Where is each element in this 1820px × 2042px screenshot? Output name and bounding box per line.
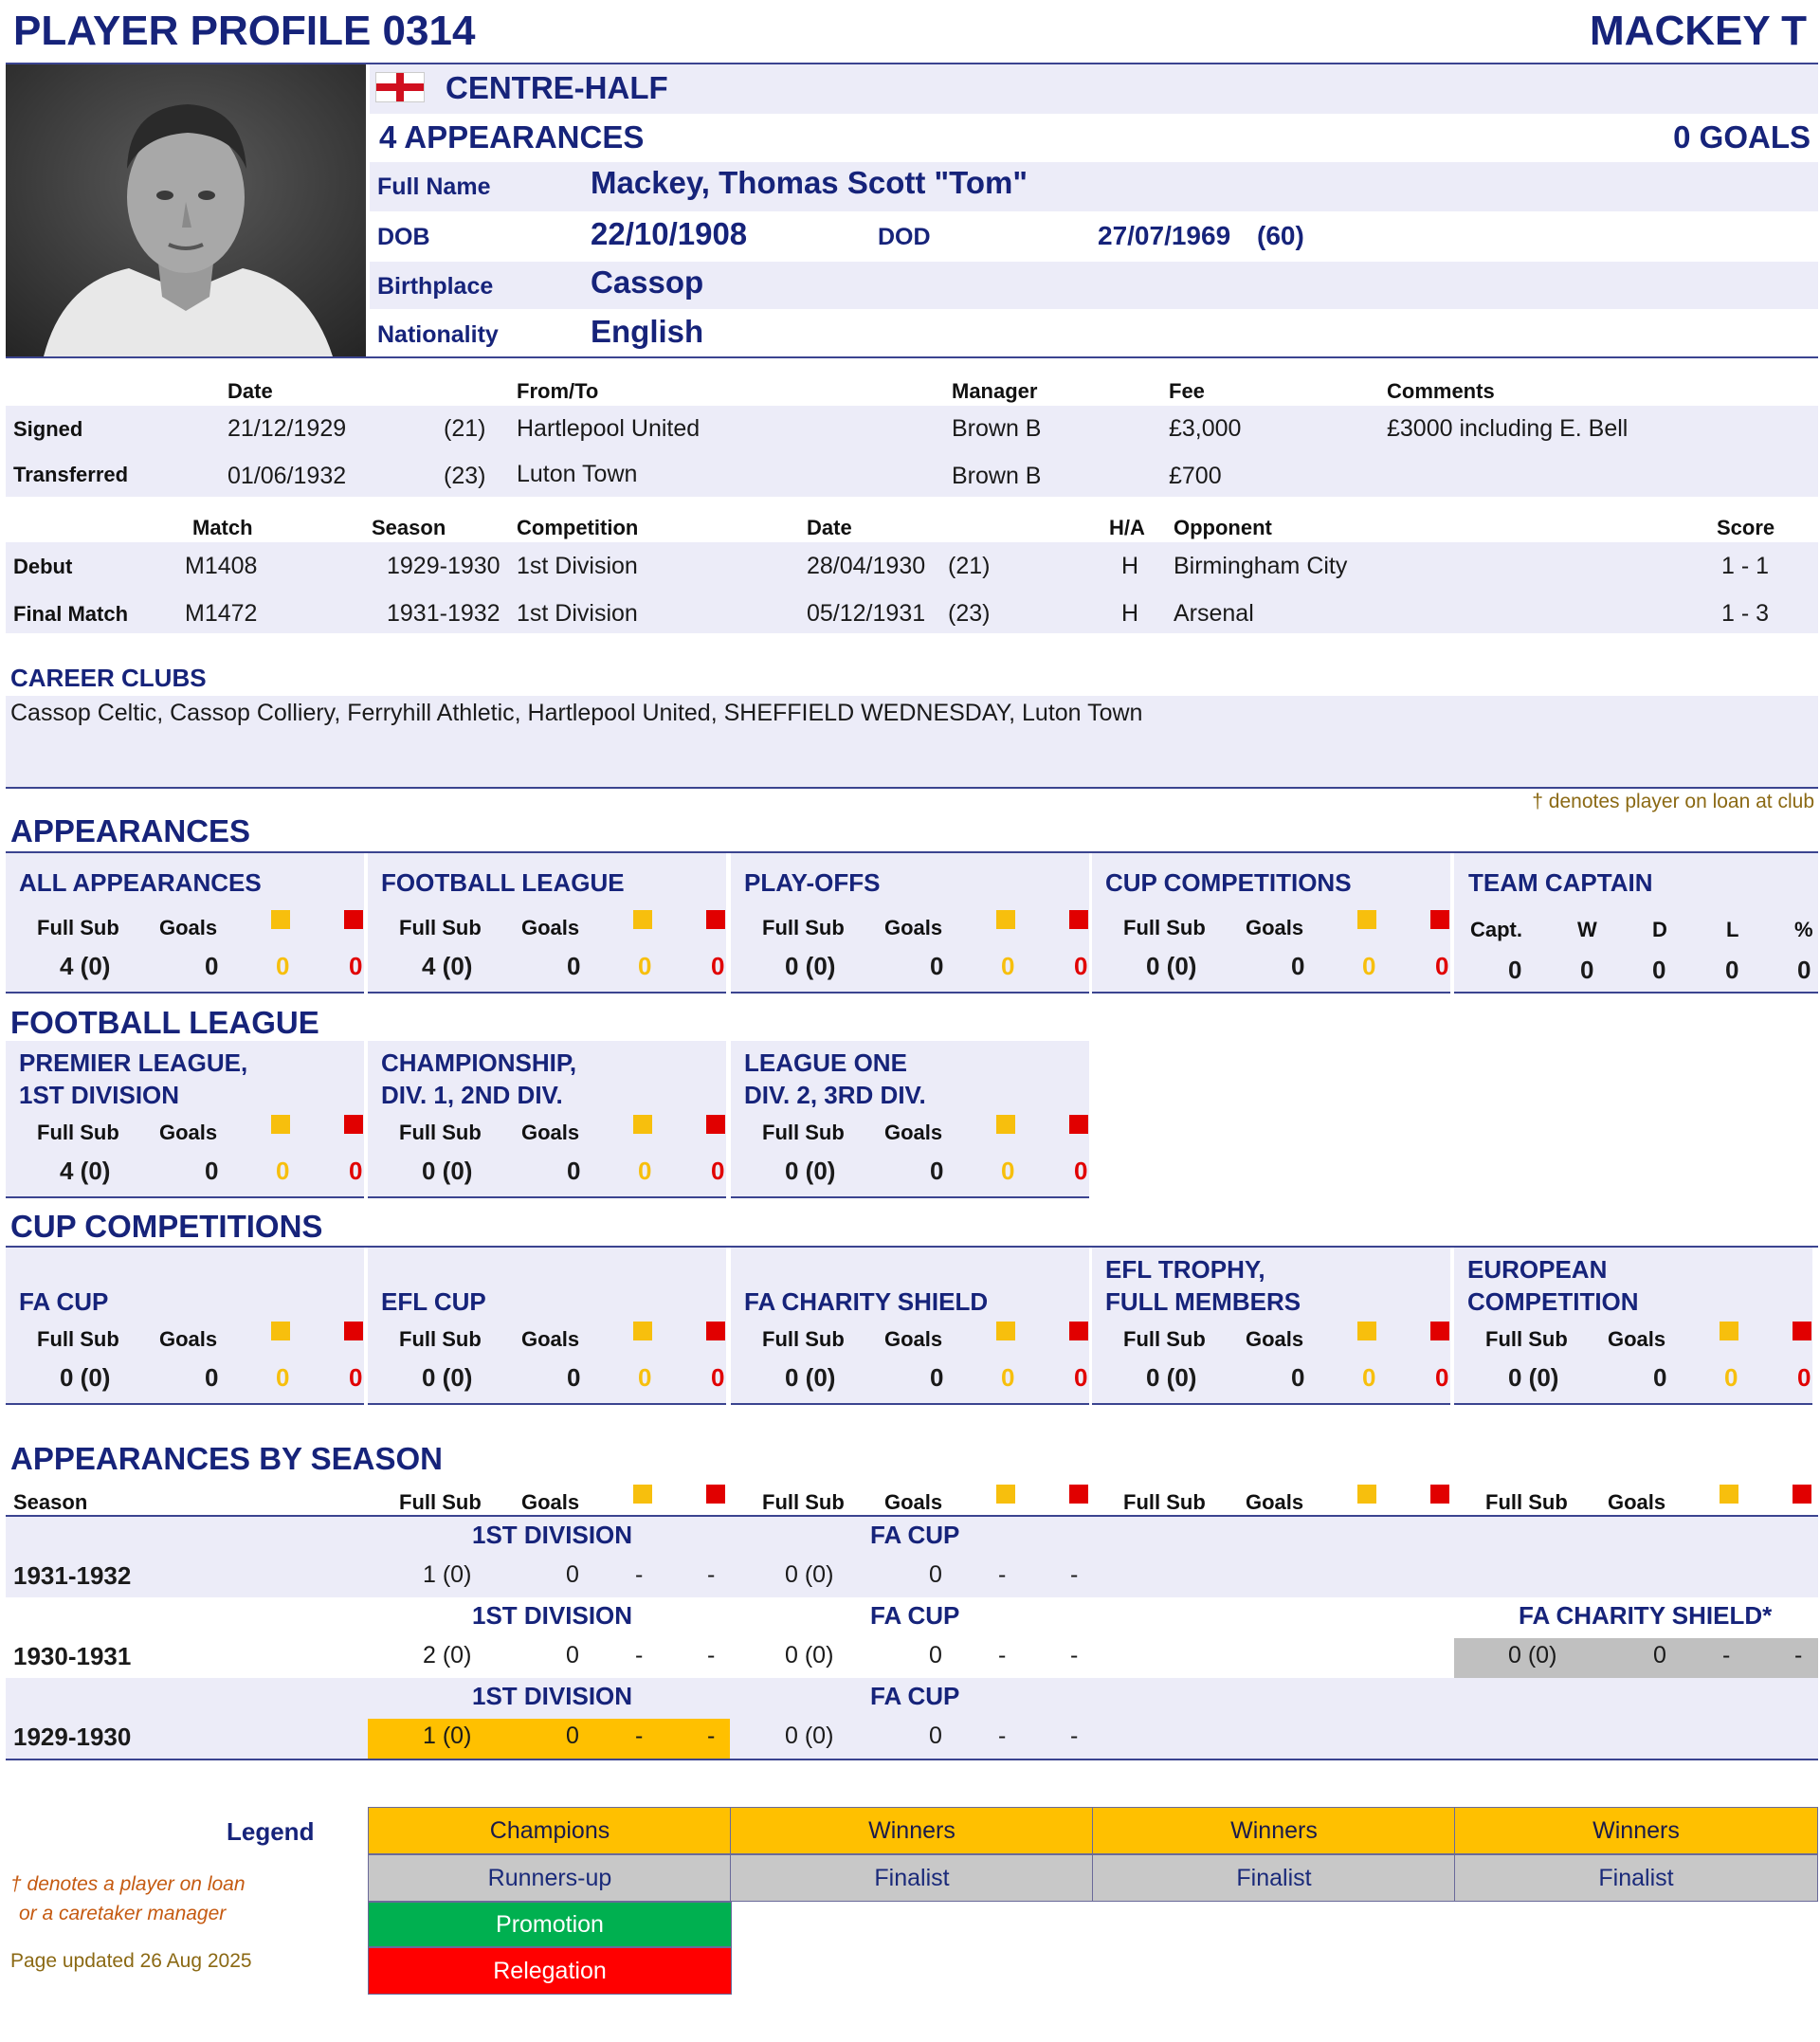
cup-2-title-line2: FA CHARITY SHIELD — [744, 1287, 989, 1316]
dod-label: DOD — [878, 224, 931, 250]
season-row-0-cup-apps: 0 (0) — [785, 1561, 834, 1588]
final-age: (23) — [948, 600, 991, 627]
legend-row1-0: Champions — [368, 1807, 732, 1854]
loan-note: † denotes player on loan at club — [1532, 791, 1814, 812]
appearances-1-red: 0 — [711, 952, 725, 980]
season-row-0-league-apps: 1 (0) — [423, 1561, 472, 1588]
bio-row-birthplace — [370, 262, 1818, 309]
signed-label: Signed — [13, 417, 83, 441]
pct-label: % — [1794, 918, 1813, 941]
cup-2-apps: 0 (0) — [785, 1363, 836, 1392]
cup-2-goals: 0 — [930, 1363, 944, 1392]
w-value: 0 — [1580, 956, 1594, 984]
cup-0-red: 0 — [349, 1363, 363, 1392]
season-group-1-fullsub: Full Sub — [762, 1490, 845, 1514]
dob-label: DOB — [377, 224, 430, 250]
season-row-1-league-red: - — [707, 1642, 716, 1668]
legend-loan-note-1: † denotes a player on loan — [10, 1873, 246, 1895]
final-date: 05/12/1931 — [807, 600, 926, 627]
cup-4-fullsub-label: Full Sub — [1485, 1327, 1568, 1351]
season-group-1-yellow-card-icon — [996, 1485, 1015, 1504]
appearances-2-goals-label: Goals — [884, 916, 943, 939]
d-label: D — [1652, 918, 1667, 941]
appearances-1-title: FOOTBALL LEAGUE — [381, 868, 625, 897]
signed-comments: £3000 including E. Bell — [1387, 415, 1629, 442]
birthplace-value: Cassop — [591, 264, 704, 300]
cup-0-yellow-card-icon — [271, 1322, 290, 1340]
appearances-1-red-card-icon — [706, 910, 725, 929]
appearances-3-yellow: 0 — [1362, 952, 1376, 980]
cup-2-yellow: 0 — [1001, 1363, 1015, 1392]
cup-4-red: 0 — [1797, 1363, 1811, 1392]
transferred-fee: £700 — [1169, 463, 1222, 489]
league-1-goals: 0 — [567, 1157, 581, 1185]
league-0-goals-label: Goals — [159, 1121, 218, 1144]
season-row-1-league-apps: 2 (0) — [423, 1642, 472, 1668]
appearances-3-yellow-card-icon — [1357, 910, 1376, 929]
league-0-goals: 0 — [205, 1157, 219, 1185]
birthplace-label: Birthplace — [377, 273, 494, 300]
season-group-3-goals: Goals — [1608, 1490, 1666, 1514]
cup-4-red-card-icon — [1793, 1322, 1811, 1340]
season-row-1-extra-comp: FA CHARITY SHIELD* — [1519, 1601, 1773, 1630]
season-group-0-red-card-icon — [706, 1485, 725, 1504]
season-row-0-cup-red: - — [1070, 1561, 1079, 1588]
cup-3-title-line1: EFL TROPHY, — [1105, 1255, 1265, 1284]
season-row-1-cup-yellow: - — [998, 1642, 1007, 1668]
league-2-apps: 0 (0) — [785, 1157, 836, 1185]
cup-4-yellow-card-icon — [1720, 1322, 1738, 1340]
league-0-red: 0 — [349, 1157, 363, 1185]
league-2-fullsub-label: Full Sub — [762, 1121, 845, 1144]
season-row-1-extra-apps: 0 (0) — [1508, 1642, 1557, 1668]
appearances-0-apps: 4 (0) — [60, 952, 111, 980]
season-row-1-extra-yellow: - — [1722, 1642, 1731, 1668]
transferred-date: 01/06/1932 — [228, 463, 347, 489]
appearances-2-title: PLAY-OFFS — [744, 868, 881, 897]
league-2-goals: 0 — [930, 1157, 944, 1185]
cup-0-title-line2: FA CUP — [19, 1287, 109, 1316]
final-score: 1 - 3 — [1721, 600, 1770, 627]
season-group-3-yellow-card-icon — [1720, 1485, 1738, 1504]
season-row-2-season: 1929-1930 — [13, 1723, 132, 1751]
season-bottom-rule — [6, 1759, 1818, 1760]
league-2-yellow-card-icon — [996, 1115, 1015, 1134]
football-league-title: FOOTBALL LEAGUE — [10, 1005, 319, 1040]
season-row-0-season: 1931-1932 — [13, 1561, 132, 1590]
cup-0-apps: 0 (0) — [60, 1363, 111, 1392]
career-clubs-list: Cassop Celtic, Cassop Colliery, Ferryhill Athletic, Hartlepool United, SHEFFIELD WEDNESDAY, Luton Town — [10, 700, 1143, 726]
nationality-value: English — [591, 314, 704, 349]
pct-value: 0 — [1797, 956, 1811, 984]
appearances-3-goals-label: Goals — [1246, 916, 1304, 939]
season-row-1-league-goals: 0 — [566, 1642, 579, 1668]
appearances-total: 4 APPEARANCES — [379, 119, 645, 155]
league-2-goals-label: Goals — [884, 1121, 943, 1144]
season-row-2-league-goals: 0 — [566, 1723, 579, 1749]
l-label: L — [1726, 918, 1739, 941]
dod-age: (60) — [1257, 221, 1304, 250]
season-row-1-cup-comp: FA CUP — [870, 1601, 960, 1630]
season-row-1-season: 1930-1931 — [13, 1642, 132, 1670]
season-row-0-cup-yellow: - — [998, 1561, 1007, 1588]
page-updated: Page updated 26 Aug 2025 — [10, 1950, 252, 1972]
l-value: 0 — [1725, 956, 1739, 984]
appearances-2-goals: 0 — [930, 952, 944, 980]
league-0-yellow: 0 — [276, 1157, 290, 1185]
transfer-header-date: Date — [228, 379, 273, 403]
season-row-2-league-yellow: - — [635, 1723, 644, 1749]
season-row-0-league-yellow: - — [635, 1561, 644, 1588]
final-season: 1931-1932 — [387, 600, 500, 627]
signed-manager: Brown B — [952, 415, 1042, 442]
legend-row2-2: Finalist — [1092, 1854, 1456, 1902]
w-label: W — [1577, 918, 1597, 941]
cup-3-red: 0 — [1435, 1363, 1449, 1392]
by-season-title: APPEARANCES BY SEASON — [10, 1441, 443, 1476]
match-header-match: Match — [192, 516, 253, 539]
cup-2-red-card-icon — [1069, 1322, 1088, 1340]
league-1-red-card-icon — [706, 1115, 725, 1134]
season-row-2-cup-comp: FA CUP — [870, 1682, 960, 1710]
cup-0-fullsub-label: Full Sub — [37, 1327, 119, 1351]
season-row-1-cup-red: - — [1070, 1642, 1079, 1668]
league-1-title-line1: CHAMPIONSHIP, — [381, 1048, 577, 1077]
appearances-0-yellow: 0 — [276, 952, 290, 980]
cup-4-goals-label: Goals — [1608, 1327, 1666, 1351]
appearances-0-yellow-card-icon — [271, 910, 290, 929]
dod-value: 27/07/1969 — [1098, 221, 1231, 250]
season-group-3-red-card-icon — [1793, 1485, 1811, 1504]
debut-age: (21) — [948, 553, 991, 579]
transferred-age: (23) — [444, 463, 486, 489]
season-group-2-yellow-card-icon — [1357, 1485, 1376, 1504]
transfer-header-fromto: From/To — [517, 379, 599, 403]
season-row-2-cup-apps: 0 (0) — [785, 1723, 834, 1749]
career-clubs-title: CAREER CLUBS — [10, 664, 207, 692]
season-group-0-fullsub: Full Sub — [399, 1490, 482, 1514]
cup-3-apps: 0 (0) — [1146, 1363, 1197, 1392]
position-label: CENTRE-HALF — [446, 70, 668, 105]
match-header-date: Date — [807, 516, 852, 539]
season-row-2-cup-yellow: - — [998, 1723, 1007, 1749]
league-2-title-line2: DIV. 2, 3RD DIV. — [744, 1081, 926, 1109]
transfer-header-fee: Fee — [1169, 379, 1205, 403]
team-captain-title: TEAM CAPTAIN — [1468, 868, 1653, 897]
appearances-2-yellow: 0 — [1001, 952, 1015, 980]
league-1-apps: 0 (0) — [422, 1157, 473, 1185]
appearances-1-goals: 0 — [567, 952, 581, 980]
cup-4-title-line1: EUROPEAN — [1467, 1255, 1608, 1284]
cup-0-yellow: 0 — [276, 1363, 290, 1392]
nationality-label: Nationality — [377, 321, 499, 348]
season-group-1-goals: Goals — [884, 1490, 943, 1514]
transferred-club: Luton Town — [517, 461, 638, 487]
signed-club: Hartlepool United — [517, 415, 701, 442]
league-0-title-line2: 1ST DIVISION — [19, 1081, 180, 1109]
cup-2-goals-label: Goals — [884, 1327, 943, 1351]
appearances-1-yellow: 0 — [638, 952, 652, 980]
final-competition: 1st Division — [517, 600, 638, 627]
debut-score: 1 - 1 — [1721, 553, 1770, 579]
season-group-3-fullsub: Full Sub — [1485, 1490, 1568, 1514]
legend-loan-note-2: or a caretaker manager — [19, 1903, 227, 1924]
season-row-1-cup-apps: 0 (0) — [785, 1642, 834, 1668]
legend-row1-3: Winners — [1454, 1807, 1818, 1854]
cup-2-fullsub-label: Full Sub — [762, 1327, 845, 1351]
appearances-1-goals-label: Goals — [521, 916, 580, 939]
cup-1-goals-label: Goals — [521, 1327, 580, 1351]
appearances-3-title: CUP COMPETITIONS — [1105, 868, 1352, 897]
league-1-red: 0 — [711, 1157, 725, 1185]
signed-fee: £3,000 — [1169, 415, 1242, 442]
cup-1-fullsub-label: Full Sub — [399, 1327, 482, 1351]
page-title: PLAYER PROFILE 0314 — [13, 8, 476, 54]
legend-row2-3: Finalist — [1454, 1854, 1818, 1902]
league-1-fullsub-label: Full Sub — [399, 1121, 482, 1144]
season-group-0-yellow-card-icon — [633, 1485, 652, 1504]
legend-promotion: Promotion — [368, 1902, 732, 1947]
appearances-0-goals: 0 — [205, 952, 219, 980]
cup-0-red-card-icon — [344, 1322, 363, 1340]
legend-relegation: Relegation — [368, 1947, 732, 1995]
appearances-2-yellow-card-icon — [996, 910, 1015, 929]
appearances-3-red: 0 — [1435, 952, 1449, 980]
appearances-3-goals: 0 — [1291, 952, 1305, 980]
league-0-apps: 4 (0) — [60, 1157, 111, 1185]
league-1-yellow-card-icon — [633, 1115, 652, 1134]
league-1-title-line2: DIV. 1, 2ND DIV. — [381, 1081, 563, 1109]
appearances-1-apps: 4 (0) — [422, 952, 473, 980]
cup-3-goals-label: Goals — [1246, 1327, 1304, 1351]
debut-date: 28/04/1930 — [807, 553, 926, 579]
debut-label: Debut — [13, 555, 73, 578]
signed-date: 21/12/1929 — [228, 415, 347, 442]
cup-1-yellow: 0 — [638, 1363, 652, 1392]
league-2-red: 0 — [1074, 1157, 1088, 1185]
player-short-name: MACKEY T — [1590, 8, 1807, 54]
legend-title: Legend — [227, 1817, 315, 1846]
season-row-0-league-red: - — [707, 1561, 716, 1588]
appearances-3-fullsub-label: Full Sub — [1123, 916, 1206, 939]
bio-rule — [6, 356, 1818, 358]
match-header-ha: H/A — [1109, 516, 1145, 539]
cup-1-red-card-icon — [706, 1322, 725, 1340]
final-ha: H — [1121, 600, 1139, 627]
cup-1-apps: 0 (0) — [422, 1363, 473, 1392]
goals-total: 0 GOALS — [1673, 119, 1811, 155]
season-group-1-red-card-icon — [1069, 1485, 1088, 1504]
appearances-1-fullsub-label: Full Sub — [399, 916, 482, 939]
cup-3-yellow-card-icon — [1357, 1322, 1376, 1340]
player-photo — [6, 64, 366, 356]
season-group-0-goals: Goals — [521, 1490, 580, 1514]
appearances-2-red: 0 — [1074, 952, 1088, 980]
cup-3-title-line2: FULL MEMBERS — [1105, 1287, 1301, 1316]
debut-match: M1408 — [185, 553, 258, 579]
d-value: 0 — [1652, 956, 1666, 984]
appearances-title: APPEARANCES — [10, 813, 251, 848]
appearances-0-title: ALL APPEARANCES — [19, 868, 262, 897]
cup-1-red: 0 — [711, 1363, 725, 1392]
cup-2-red: 0 — [1074, 1363, 1088, 1392]
legend-row1-1: Winners — [730, 1807, 1094, 1854]
full-name-value: Mackey, Thomas Scott "Tom" — [591, 165, 1028, 200]
legend-row1-2: Winners — [1092, 1807, 1456, 1854]
season-row-0-league-comp: 1ST DIVISION — [472, 1521, 633, 1549]
legend-row2-1: Finalist — [730, 1854, 1094, 1902]
league-0-title-line1: PREMIER LEAGUE, — [19, 1048, 248, 1077]
season-group-2-fullsub: Full Sub — [1123, 1490, 1206, 1514]
match-header-competition: Competition — [517, 516, 639, 539]
cup-1-goals: 0 — [567, 1363, 581, 1392]
debut-opponent: Birmingham City — [1174, 553, 1348, 579]
capt-label: Capt. — [1470, 918, 1522, 941]
cup-4-apps: 0 (0) — [1508, 1363, 1559, 1392]
cup-1-yellow-card-icon — [633, 1322, 652, 1340]
league-2-title-line1: LEAGUE ONE — [744, 1048, 907, 1077]
cup-3-goals: 0 — [1291, 1363, 1305, 1392]
season-row-0-cup-comp: FA CUP — [870, 1521, 960, 1549]
season-row-2-league-red: - — [707, 1723, 716, 1749]
cup-4-yellow: 0 — [1724, 1363, 1738, 1392]
transferred-label: Transferred — [13, 463, 129, 486]
league-1-goals-label: Goals — [521, 1121, 580, 1144]
season-row-2-league-apps: 1 (0) — [423, 1723, 472, 1749]
appearances-0-red-card-icon — [344, 910, 363, 929]
cup-0-goals-label: Goals — [159, 1327, 218, 1351]
cup-1-title-line2: EFL CUP — [381, 1287, 486, 1316]
final-match: M1472 — [185, 600, 258, 627]
season-row-0-league-goals: 0 — [566, 1561, 579, 1588]
appearances-2-fullsub-label: Full Sub — [762, 916, 845, 939]
league-0-yellow-card-icon — [271, 1115, 290, 1134]
season-row-2-cup-goals: 0 — [929, 1723, 942, 1749]
appearances-0-goals-label: Goals — [159, 916, 218, 939]
debut-ha: H — [1121, 553, 1139, 579]
league-0-fullsub-label: Full Sub — [37, 1121, 119, 1144]
league-2-yellow: 0 — [1001, 1157, 1015, 1185]
dob-value: 22/10/1908 — [591, 216, 748, 251]
appearances-2-apps: 0 (0) — [785, 952, 836, 980]
debut-competition: 1st Division — [517, 553, 638, 579]
cup-3-yellow: 0 — [1362, 1363, 1376, 1392]
league-0-red-card-icon — [344, 1115, 363, 1134]
signed-age: (21) — [444, 415, 486, 442]
season-row-2-cup-red: - — [1070, 1723, 1079, 1749]
league-1-yellow: 0 — [638, 1157, 652, 1185]
cup-4-goals: 0 — [1653, 1363, 1667, 1392]
season-header: Season — [13, 1490, 88, 1514]
match-header-score: Score — [1717, 516, 1775, 539]
appearances-3-apps: 0 (0) — [1146, 952, 1197, 980]
transfer-header-manager: Manager — [952, 379, 1038, 403]
appearances-2-red-card-icon — [1069, 910, 1088, 929]
appearances-1-yellow-card-icon — [633, 910, 652, 929]
appearances-0-fullsub-label: Full Sub — [37, 916, 119, 939]
season-row-2-league-comp: 1ST DIVISION — [472, 1682, 633, 1710]
cup-0-goals: 0 — [205, 1363, 219, 1392]
debut-season: 1929-1930 — [387, 553, 500, 579]
cup-competitions-title: CUP COMPETITIONS — [10, 1209, 323, 1244]
match-header-opponent: Opponent — [1174, 516, 1272, 539]
bio-row-fullname — [370, 162, 1818, 211]
appearances-0-red: 0 — [349, 952, 363, 980]
season-row-1-league-yellow: - — [635, 1642, 644, 1668]
transferred-manager: Brown B — [952, 463, 1042, 489]
season-row-1-league-comp: 1ST DIVISION — [472, 1601, 633, 1630]
league-2-red-card-icon — [1069, 1115, 1088, 1134]
season-row-0-cup-goals: 0 — [929, 1561, 942, 1588]
capt-value: 0 — [1508, 956, 1522, 984]
full-name-label: Full Name — [377, 173, 491, 200]
cup-3-fullsub-label: Full Sub — [1123, 1327, 1206, 1351]
cup-2-yellow-card-icon — [996, 1322, 1015, 1340]
cup-4-title-line2: COMPETITION — [1467, 1287, 1639, 1316]
final-opponent: Arsenal — [1174, 600, 1254, 627]
legend-row2-0: Runners-up — [368, 1854, 732, 1902]
season-row-1-extra-goals: 0 — [1653, 1642, 1666, 1668]
season-row-1-cup-goals: 0 — [929, 1642, 942, 1668]
match-header-season: Season — [372, 516, 446, 539]
england-flag-icon — [375, 72, 425, 102]
transfer-header-comments: Comments — [1387, 379, 1495, 403]
season-group-2-goals: Goals — [1246, 1490, 1304, 1514]
final-match-label: Final Match — [13, 602, 129, 626]
appearances-3-red-card-icon — [1430, 910, 1449, 929]
season-group-2-red-card-icon — [1430, 1485, 1449, 1504]
season-row-1-extra-red: - — [1794, 1642, 1803, 1668]
cup-3-red-card-icon — [1430, 1322, 1449, 1340]
